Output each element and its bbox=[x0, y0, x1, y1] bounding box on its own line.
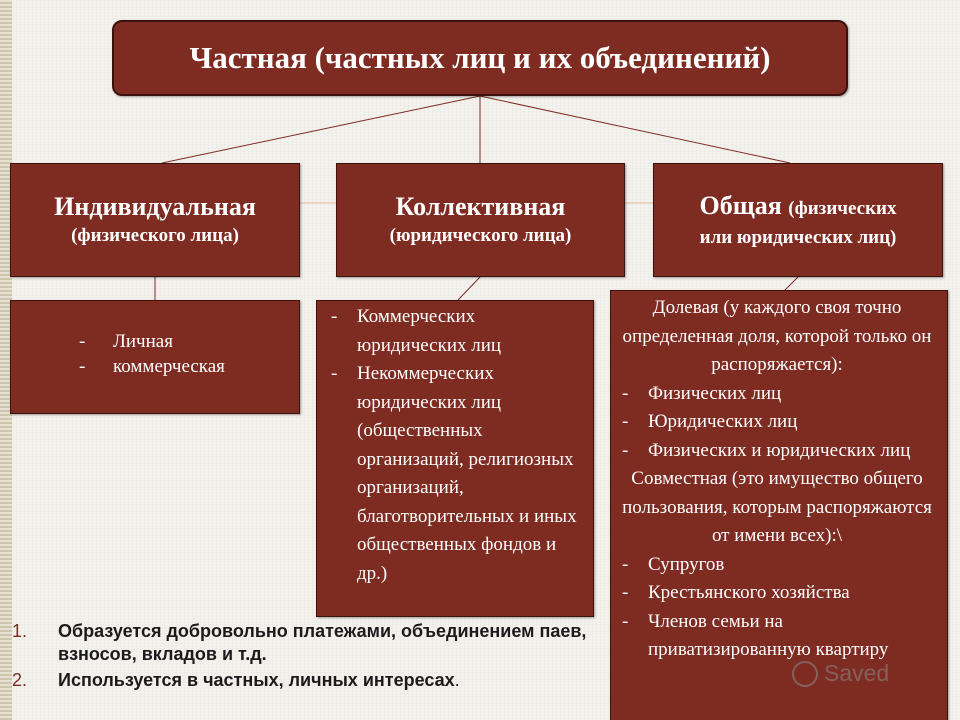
note-text: Образуется добровольно платежами, объединением паев, взносов, вкладов и т.д. bbox=[58, 621, 587, 664]
category-collective bbox=[336, 163, 625, 277]
category-collective-title: Коллективная bbox=[395, 192, 566, 221]
category-common-title-line bbox=[700, 190, 897, 225]
shared-ownership-intro: Долевая (у каждого своя точно определенная доля, которой только он распоряжается): bbox=[622, 297, 932, 375]
category-common-sub: или юридических лиц) bbox=[699, 226, 897, 248]
note-item bbox=[12, 620, 602, 665]
watermark-text: Saved bbox=[824, 660, 890, 686]
list-item: - Физических лиц bbox=[622, 382, 782, 404]
list-item: - Членов семьи на приватизированную квартиру bbox=[622, 610, 889, 660]
category-individual-title: Индивидуальная bbox=[54, 192, 256, 221]
root-title: Частная (частных лиц и их объединений) bbox=[189, 40, 771, 75]
note-number: 1. bbox=[12, 621, 28, 641]
category-common-title: Общая bbox=[699, 190, 782, 220]
category-individual-sub: (физического лица) bbox=[71, 225, 239, 246]
list-item: - Некоммерческих юридических лиц (общественных организаций, религиозных организаций, благотворительных и иных общественных фондов и др.) bbox=[331, 363, 577, 584]
connector-collective-detail bbox=[458, 277, 480, 300]
joint-ownership-intro: Совместная (это имущество общего пользования, которым распоряжаются от имени всех):\ bbox=[622, 468, 932, 546]
individual-detail-box bbox=[10, 300, 300, 414]
note-text: Используется в частных, личных интересах bbox=[58, 670, 455, 690]
connector-root-common bbox=[480, 96, 790, 163]
list-item: - коммерческая bbox=[79, 356, 225, 377]
connector-root-individual bbox=[162, 96, 480, 163]
watermark bbox=[792, 660, 889, 687]
list-item: - Коммерческих юридических лиц bbox=[331, 306, 502, 356]
watermark-logo-icon bbox=[792, 661, 818, 687]
list-item: - Личная bbox=[79, 331, 173, 352]
category-collective-sub: (юридического лица) bbox=[389, 225, 572, 246]
collective-detail-box bbox=[316, 300, 594, 617]
note-number: 2. bbox=[12, 670, 28, 690]
category-individual bbox=[10, 163, 300, 277]
root-box-private-property bbox=[112, 20, 848, 96]
connector-common-detail bbox=[785, 277, 798, 290]
note-item bbox=[12, 669, 602, 692]
list-item: - Супругов bbox=[622, 553, 725, 575]
category-common-title-tail: (физических bbox=[788, 197, 897, 219]
common-detail-box bbox=[610, 290, 948, 720]
note-text-end: . bbox=[454, 670, 460, 690]
list-item: - Крестьянского хозяйства bbox=[622, 582, 850, 603]
list-item: - Физических и юридических лиц bbox=[622, 439, 911, 461]
list-item: - Юридических лиц bbox=[622, 411, 798, 432]
notes-list bbox=[12, 620, 602, 692]
category-common bbox=[653, 163, 943, 277]
